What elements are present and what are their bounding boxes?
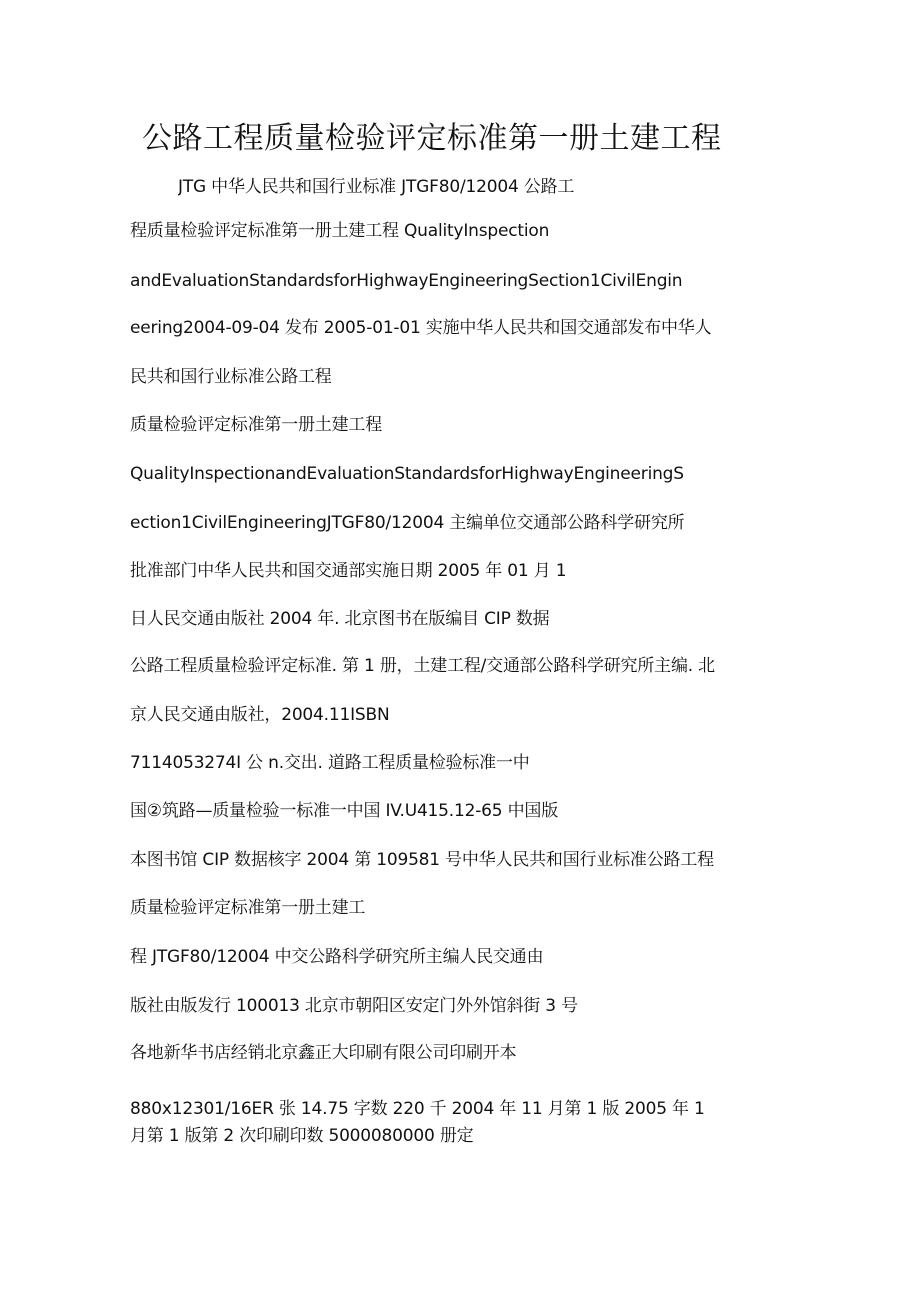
text-line-4: eering2004-09-04 发布 2005-01-01 实施中华人民共和国交通部发布中华人 — [130, 318, 712, 338]
text-line-2: 程质量检验评定标准第一册土建工程 QualityInspection — [130, 221, 550, 241]
text-line-9: 批准部门中华人民共和国交通部实施日期 2005 年 01 月 1 — [130, 561, 567, 581]
text-line-16: 质量检验评定标准第一册土建工 — [130, 898, 366, 918]
text-line-20: 880x12301/16ER 张 14.75 字数 220 千 2004 年 11 月第 1 版 2005 年 1 — [130, 1099, 705, 1119]
text-line-15: 本图书馆 CIP 数据核字 2004 第 109581 号中华人民共和国行业标准公路工程 — [130, 850, 714, 870]
text-line-19: 各地新华书店经销北京鑫正大印刷有限公司印刷开本 — [130, 1043, 517, 1063]
document-title: 公路工程质量检验评定标准第一册土建工程 — [142, 121, 722, 156]
text-line-13: 7114053274I 公 n.交出. 道路工程质量检验标准一中 — [130, 753, 530, 773]
text-line-1: JTG 中华人民共和国行业标准 JTGF80/12004 公路工 — [178, 177, 575, 197]
text-line-7: QualityInspectionandEvaluationStandardsforHighwayEngineeringS — [130, 464, 684, 484]
text-line-5: 民共和国行业标准公路工程 — [130, 367, 332, 387]
text-line-3: andEvaluationStandardsforHighwayEngineeringSection1CivilEngin — [130, 271, 683, 291]
text-line-14: 国②筑路—质量检验一标准一中国 IV.U415.12-65 中国版 — [130, 801, 558, 821]
text-line-17: 程 JTGF80/12004 中交公路科学研究所主编人民交通由 — [130, 947, 544, 967]
text-line-11: 公路工程质量检验评定标准. 第 1 册，土建工程/交通部公路科学研究所主编. 北 — [130, 656, 715, 676]
text-line-12: 京人民交通由版社，2004.11ISBN — [130, 705, 390, 725]
text-line-21: 月第 1 版第 2 次印刷印数 5000080000 册定 — [130, 1126, 474, 1146]
text-line-18: 版社由版发行 100013 北京市朝阳区安定门外外馆斜街 3 号 — [130, 996, 578, 1016]
text-line-10: 日人民交通由版社 2004 年. 北京图书在版编目 CIP 数据 — [130, 609, 550, 629]
text-line-8: ection1CivilEngineeringJTGF80/12004 主编单位交通部公路科学研究所 — [130, 513, 685, 533]
text-line-6: 质量检验评定标准第一册土建工程 — [130, 415, 382, 435]
